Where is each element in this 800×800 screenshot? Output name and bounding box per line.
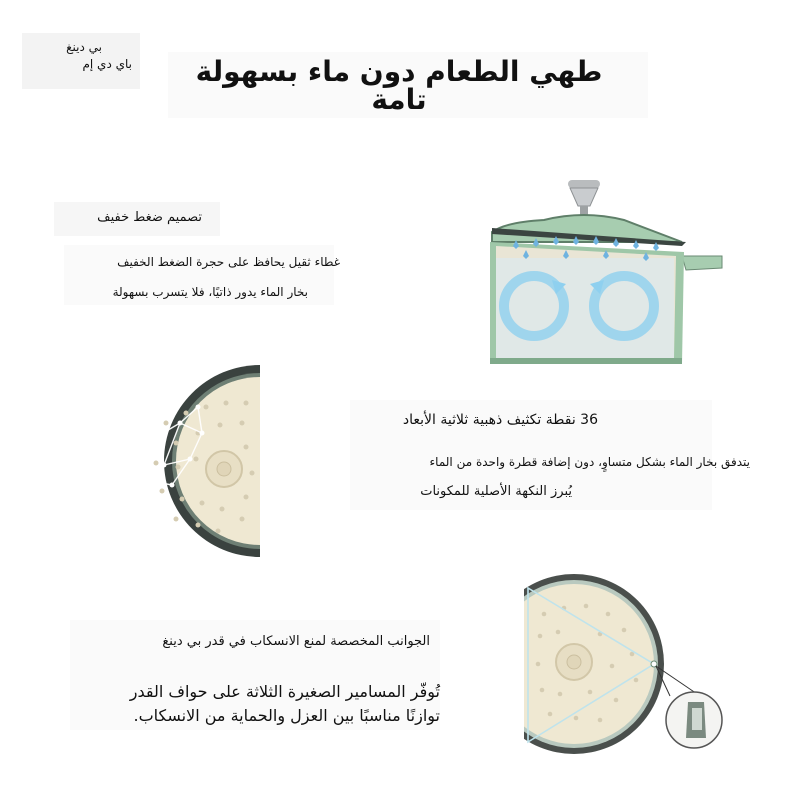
brand-line-1: بي دينغ: [66, 40, 102, 54]
section-1-line-2: بخار الماء يدور ذاتيًا، فلا يتسرب بسهولة: [112, 285, 308, 299]
lid-condensation-points-illustration: [106, 363, 266, 559]
section-3-title: الجوانب المخصصة لمنع الانسكاب في قدر بي دينغ: [162, 634, 430, 649]
section-3-line-2: توازنًا مناسبًا بين العزل والحماية من الانسكاب.: [133, 706, 440, 725]
section-1-title: تصميم ضغط خفيف: [97, 210, 202, 225]
section-1-line-1: غطاء ثقيل يحافظ على حجرة الضغط الخفيف: [117, 255, 340, 269]
section-2-line-1: يتدفق بخار الماء بشكل متساوٍ، دون إضافة قطرة واحدة من الماء: [429, 455, 750, 469]
brand-box: [22, 33, 140, 89]
section-3-line-1: تُوفّر المسامير الصغيرة الثلاثة على حواف القدر: [129, 682, 440, 701]
pot-cross-section-illustration: [486, 176, 726, 372]
section-2-title: 36 نقطة تكثيف ذهبية ثلاثية الأبعاد: [402, 412, 598, 428]
section-2-line-2: يُبرز النكهة الأصلية للمكونات: [420, 484, 572, 499]
brand-line-2: باي دي إم: [82, 57, 132, 71]
page-title: طهي الطعام دون ماء بسهولة تامة: [195, 55, 603, 116]
anti-spill-rim-illustration: [520, 574, 726, 754]
